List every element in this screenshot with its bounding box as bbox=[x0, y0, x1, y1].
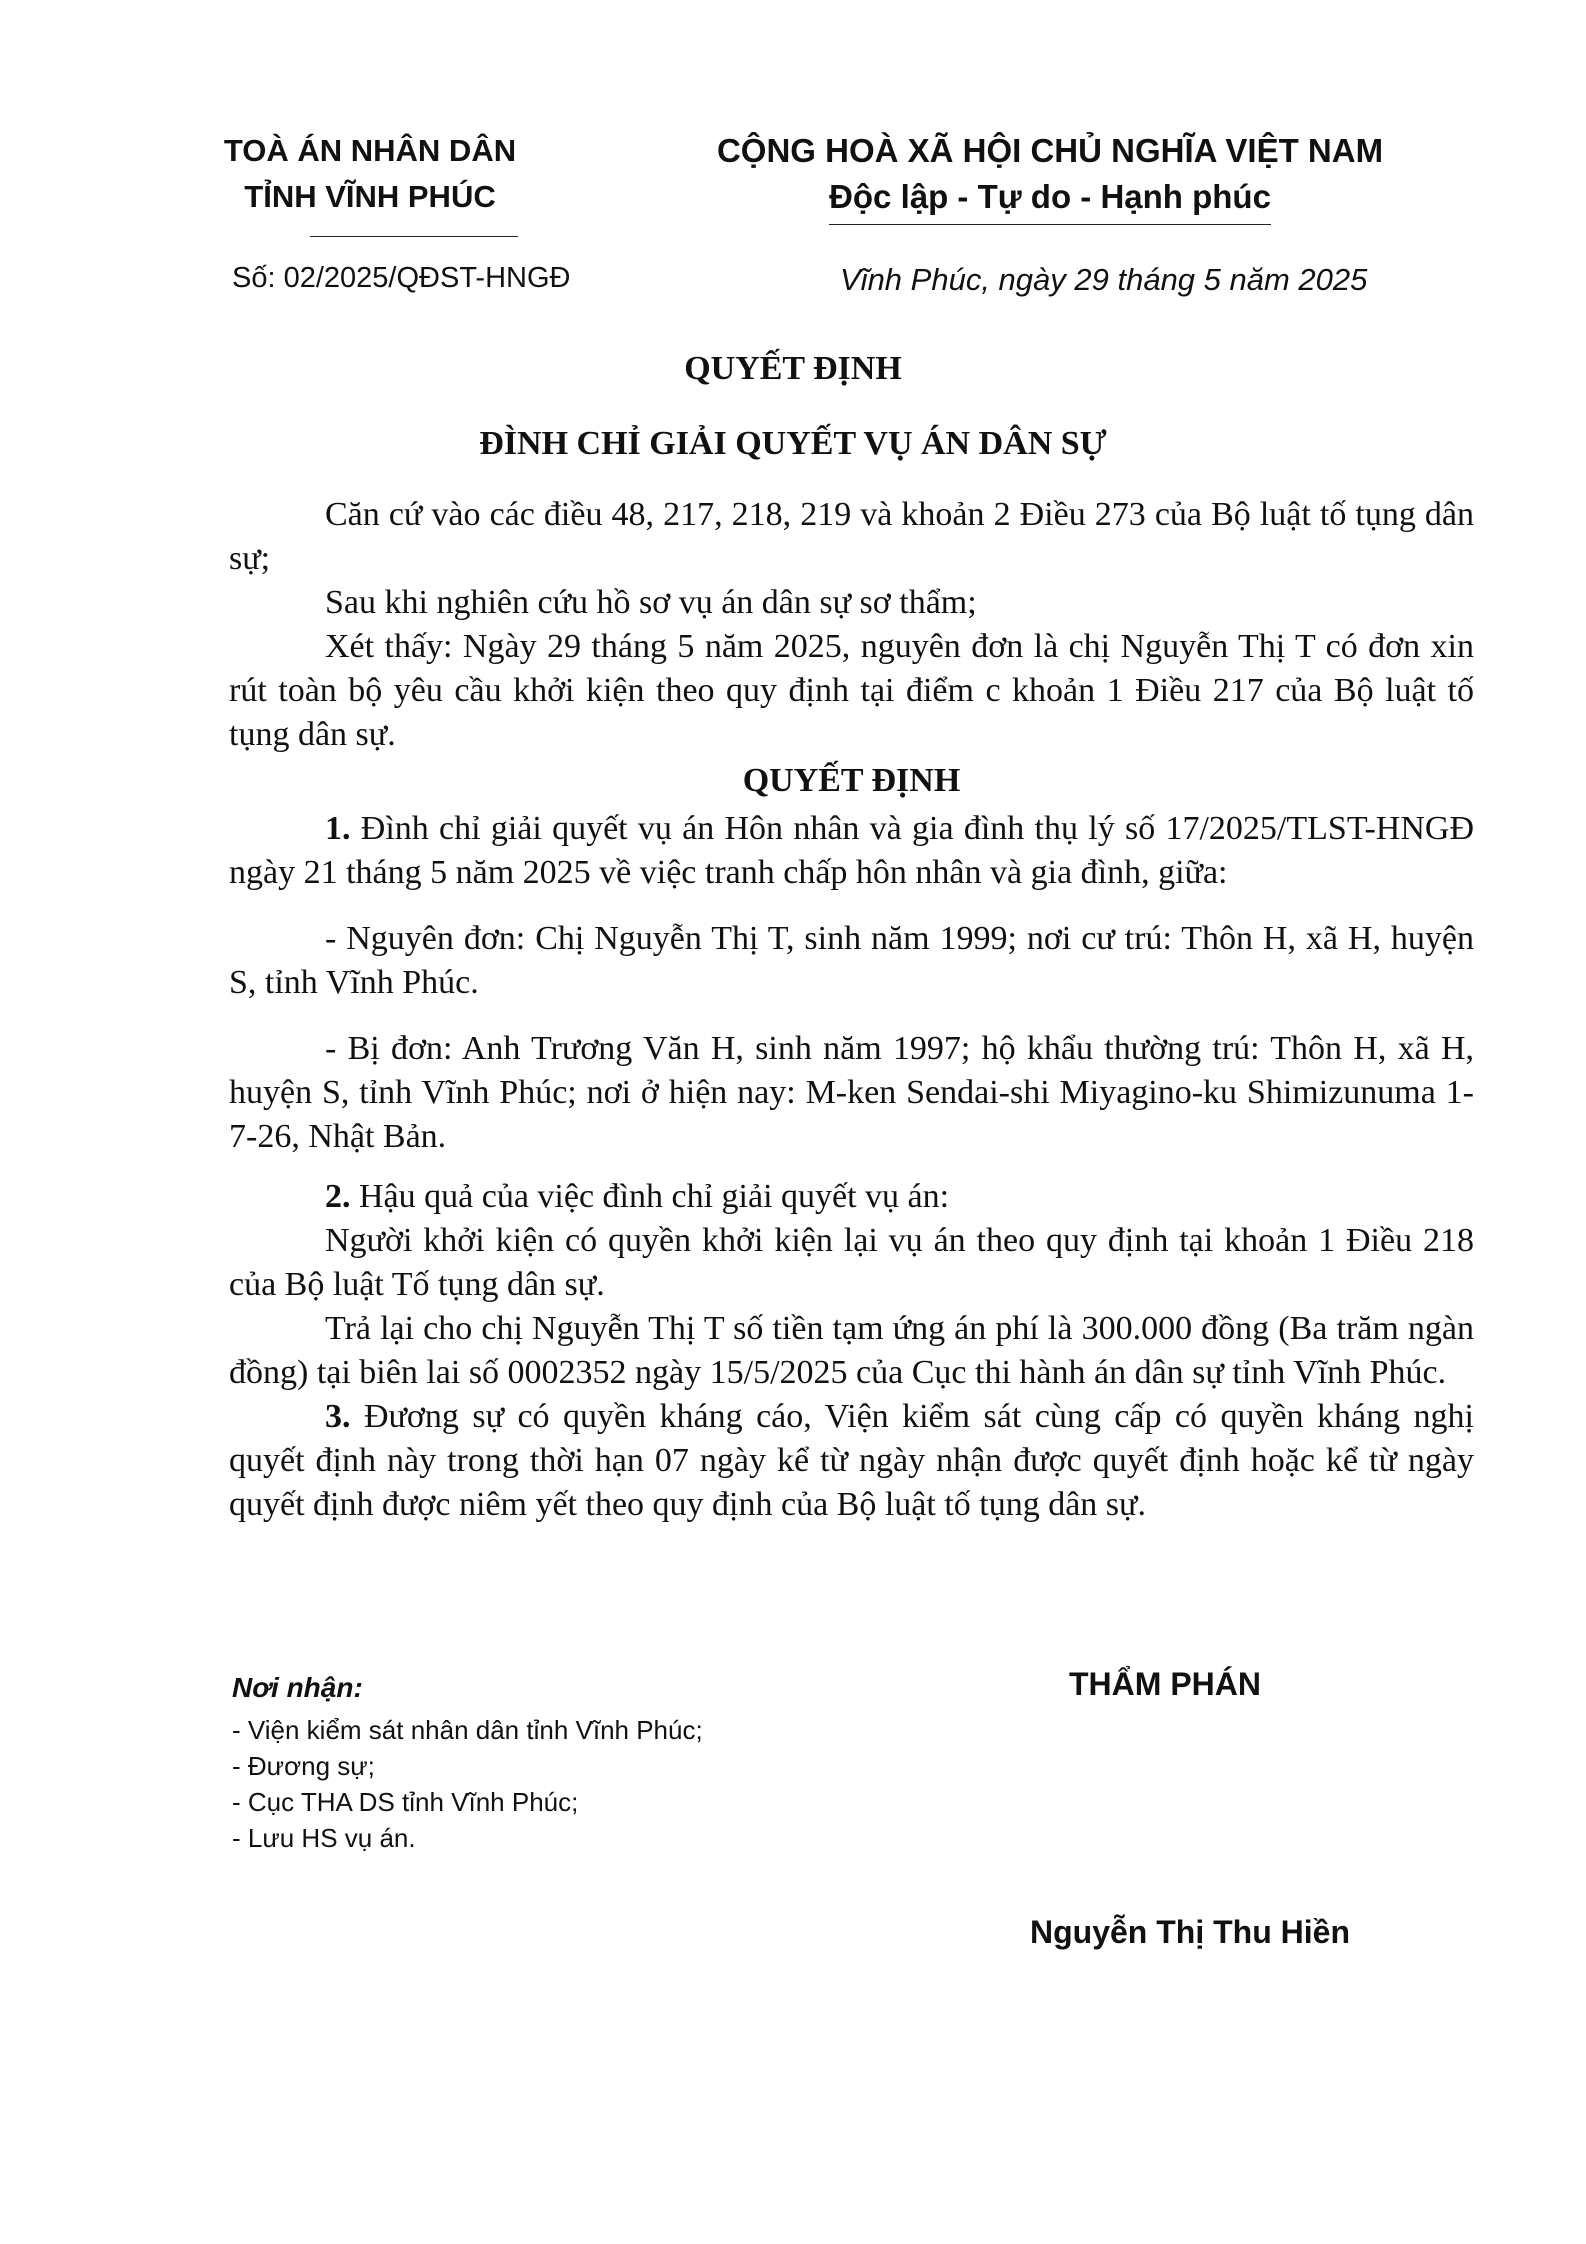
item-2-paragraph-2: Trả lại cho chị Nguyễn Thị T số tiền tạm ứng án phí là 300.000 đồng (Ba trăm ngàn đồng) tại biên lai số 0002352 ngày 15/5/2025 của Cục thi hành án dân sự tỉnh Vĩnh Phúc. bbox=[229, 1310, 1474, 1391]
item-1-text: Đình chỉ giải quyết vụ án Hôn nhân và gia đình thụ lý số 17/2025/TLST-HNGĐ ngày 21 tháng 5 năm 2025 về việc tranh chấp hôn nhân và gia đình, giữa: bbox=[229, 810, 1474, 891]
court-name-divider bbox=[310, 236, 518, 237]
plaintiff: - Nguyên đơn: Chị Nguyễn Thị T, sinh năm 1999; nơi cư trú: Thôn H, xã H, huyện S, tỉnh Vĩnh Phúc. bbox=[229, 920, 1474, 1001]
court-name-line2: TỈNH VĨNH PHÚC bbox=[244, 179, 496, 214]
item-2-paragraph-1: Người khởi kiện có quyền khởi kiện lại vụ án theo quy định tại khoản 1 Điều 218 của Bộ luật Tố tụng dân sự. bbox=[229, 1222, 1474, 1303]
item-1-number: 1. bbox=[325, 810, 351, 847]
document-number: Số: 02/2025/QĐST-HNGĐ bbox=[232, 262, 571, 294]
item-2-number: 2. bbox=[325, 1178, 351, 1215]
signature-title: THẨM PHÁN bbox=[1069, 1666, 1261, 1702]
signature-name: Nguyễn Thị Thu Hiền bbox=[1030, 1914, 1350, 1950]
item-1 bbox=[229, 807, 1474, 895]
recipients-title: Nơi nhận: bbox=[232, 1672, 363, 1703]
document-title: QUYẾT ĐỊNH bbox=[684, 350, 902, 387]
item-3 bbox=[229, 1395, 1474, 1527]
considering: Xét thấy: Ngày 29 tháng 5 năm 2025, nguyên đơn là chị Nguyễn Thị T có đơn xin rút toàn bộ yêu cầu khởi kiện theo quy định tại điểm c khoản 1 Điều 217 của Bộ luật tố tụng dân sự. bbox=[229, 628, 1474, 753]
recipient-item: - Đương sự; bbox=[232, 1751, 375, 1781]
national-heading bbox=[700, 128, 1400, 225]
recipients bbox=[232, 1670, 703, 1856]
recipient-item: - Cục THA DS tỉnh Vĩnh Phúc; bbox=[232, 1787, 579, 1817]
item-2-text: Hậu quả của việc đình chỉ giải quyết vụ án: bbox=[359, 1178, 950, 1215]
item-2 bbox=[229, 1175, 1474, 1219]
court-name bbox=[200, 128, 540, 220]
item-3-text: Đương sự có quyền kháng cáo, Viện kiểm sát cùng cấp có quyền kháng nghị quyết định này trong thời hạn 07 ngày kể từ ngày nhận được quyết định hoặc kể từ ngày quyết định được niêm yết theo quy định của Bộ luật tố tụng dân sự. bbox=[229, 1398, 1474, 1523]
national-motto: Độc lập - Tự do - Hạnh phúc bbox=[829, 174, 1271, 225]
legal-basis: Căn cứ vào các điều 48, 217, 218, 219 và khoản 2 Điều 273 của Bộ luật tố tụng dân sự; bbox=[229, 496, 1474, 577]
document-subtitle: ĐÌNH CHỈ GIẢI QUYẾT VỤ ÁN DÂN SỰ bbox=[479, 425, 1107, 462]
document-body bbox=[229, 493, 1474, 1527]
national-name: CỘNG HOÀ XÃ HỘI CHỦ NGHĨA VIỆT NAM bbox=[716, 132, 1384, 169]
after-study: Sau khi nghiên cứu hồ sơ vụ án dân sự sơ thẩm; bbox=[325, 584, 977, 621]
court-name-line1: TOÀ ÁN NHÂN DÂN bbox=[223, 133, 517, 168]
recipient-item: - Viện kiểm sát nhân dân tỉnh Vĩnh Phúc; bbox=[232, 1715, 703, 1745]
recipient-item: - Lưu HS vụ án. bbox=[232, 1823, 416, 1853]
defendant: - Bị đơn: Anh Trương Văn H, sinh năm 1997; hộ khẩu thường trú: Thôn H, xã H, huyện S, tỉnh Vĩnh Phúc; nơi ở hiện nay: M-ken Sendai-shi Miyagino-ku Shimizunuma 1-7-26, Nhật Bản. bbox=[229, 1030, 1474, 1155]
place-date: Vĩnh Phúc, ngày 29 tháng 5 năm 2025 bbox=[840, 262, 1368, 297]
item-3-number: 3. bbox=[325, 1398, 351, 1435]
decision-heading: QUYẾT ĐỊNH bbox=[742, 762, 961, 799]
